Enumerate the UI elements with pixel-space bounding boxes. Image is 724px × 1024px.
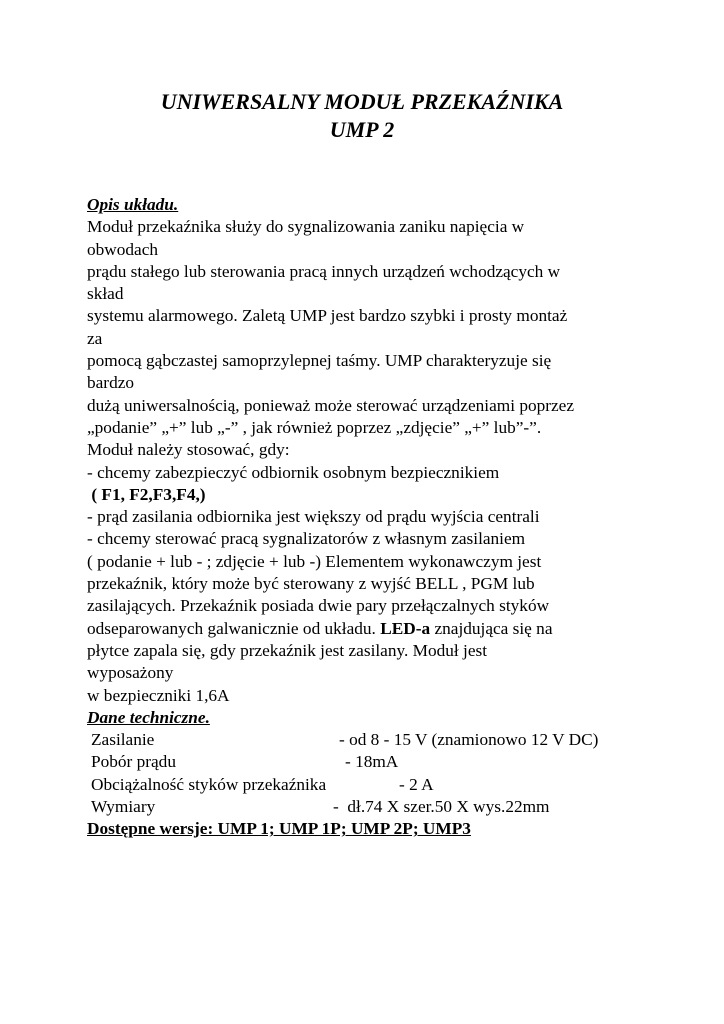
body-line: pomocą gąbczastej samoprzylepnej taśmy. UMP charakteryzuje się [87, 351, 552, 371]
led-line [87, 618, 677, 640]
body-line: płytce zapala się, gdy przekaźnik jest zasilany. Moduł jest [87, 640, 488, 660]
led-line-prefix: odseparowanych galwanicznie od układu. [87, 618, 381, 638]
body-line: Moduł należy stosować, gdy: [87, 440, 290, 460]
spec-value: - 18mA [345, 752, 399, 772]
fuses-line: ( F1, F2,F3,F4,) [87, 484, 206, 504]
description-heading: Opis układu. [87, 195, 179, 214]
versions-line: Dostępne wersje: UMP 1; UMP 1P; UMP 2P; UMP3 [87, 819, 471, 839]
body-line: przekaźnik, który może być sterowany z wyjść BELL , PGM lub [87, 574, 535, 594]
spec-value: - od 8 - 15 V (znamionowo 12 V DC) [339, 730, 599, 750]
spec-row-supply [87, 729, 677, 751]
spec-value: - dł.74 X szer.50 X wys.22mm [333, 797, 550, 817]
body-line: skład [87, 284, 124, 304]
body-line: - prąd zasilania odbiornika jest większy od prądu wyjścia centrali [87, 507, 540, 527]
spec-row-dimensions [87, 796, 677, 818]
body-line: obwodach [87, 239, 159, 259]
led-term: LED-a [380, 618, 431, 638]
body-line: - chcemy zabezpieczyć odbiornik osobnym bezpiecznikiem [87, 462, 500, 482]
body-line: bardzo [87, 373, 135, 393]
spec-row-load [87, 774, 677, 796]
body-line: za [87, 328, 103, 348]
spec-value: - 2 A [399, 774, 434, 794]
spec-row-current [87, 751, 677, 773]
body-line: dużą uniwersalnością, ponieważ może sterować urządzeniami poprzez [87, 395, 575, 415]
body-line: prądu stałego lub sterowania pracą innych urządzeń wchodzących w [87, 261, 561, 281]
specs-heading: Dane techniczne. [87, 707, 210, 727]
body-line: w bezpieczniki 1,6A [87, 685, 230, 705]
body-line: wyposażony [87, 663, 174, 683]
led-line-suffix: znajdująca się na [430, 618, 553, 638]
body-line: „podanie” „+” lub „-” , jak również poprzez „zdjęcie” „+” lub”-”. [87, 417, 542, 437]
body-line: zasilających. Przekaźnik posiada dwie pary przełączalnych styków [87, 596, 550, 616]
document-subtitle: UMP 2 [329, 117, 395, 142]
body-line: - chcemy sterować pracą sygnalizatorów z własnym zasilaniem [87, 529, 526, 549]
spec-label: Wymiary [91, 797, 156, 817]
document-body [87, 194, 677, 841]
document-title: UNIWERSALNY MODUŁ PRZEKAŹNIKA [160, 89, 564, 114]
body-line: Moduł przekaźnika służy do sygnalizowania zaniku napięcia w [87, 217, 525, 237]
spec-label: Obciążalność styków przekaźnika [91, 774, 327, 794]
body-line: ( podanie + lub - ; zdjęcie + lub -) Elementem wykonawczym jest [87, 551, 542, 571]
spec-label: Pobór prądu [91, 752, 176, 772]
spec-label: Zasilanie [91, 730, 155, 750]
body-line: systemu alarmowego. Zaletą UMP jest bardzo szybki i prosty montaż [87, 306, 568, 326]
